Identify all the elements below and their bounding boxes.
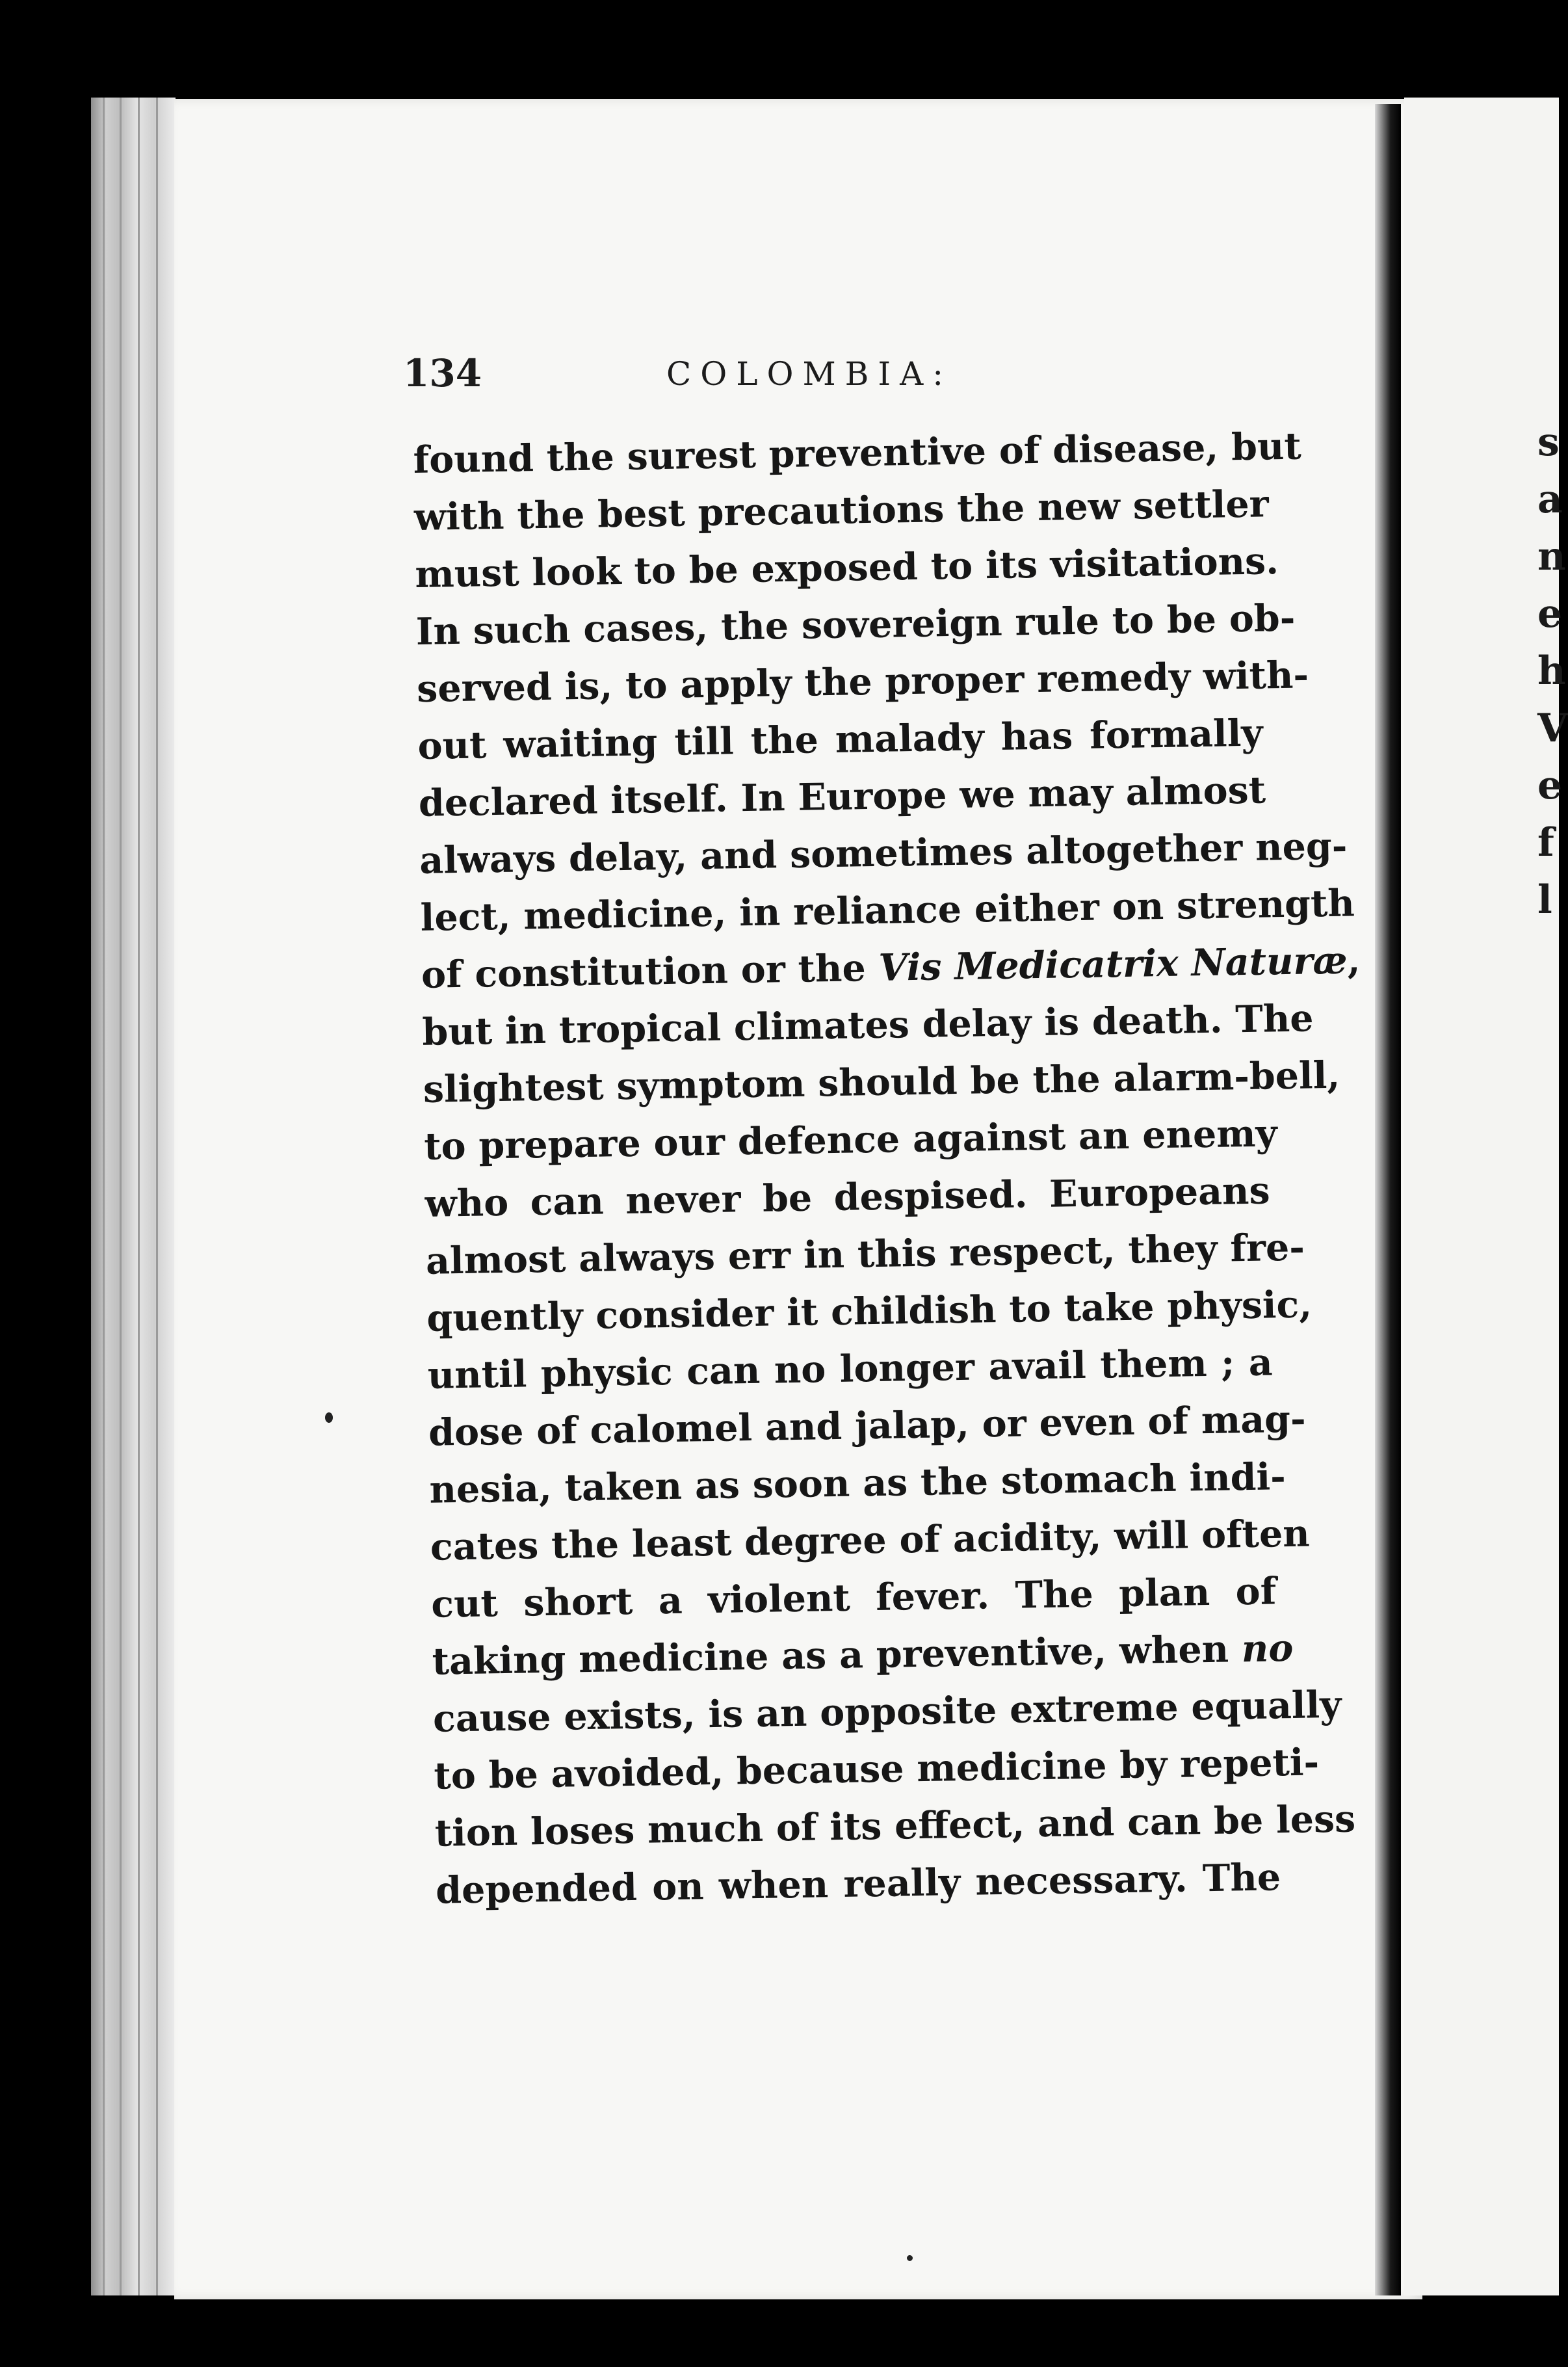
text-line: but in tropical climates delay is death. The: [421, 996, 1314, 1054]
print-speck: [907, 2255, 913, 2261]
running-head: COLOMBIA:: [666, 355, 953, 393]
print-speck: [325, 1412, 333, 1423]
text-line: found the surest preventive of disease, but: [413, 424, 1302, 482]
text-line: with the best precautions the new settler: [413, 482, 1270, 539]
text-line: cause exists, is an opposite extreme equally: [432, 1682, 1342, 1741]
page-edge-line: [120, 98, 122, 2295]
text-line: quently consider it childish to take physic,: [426, 1282, 1313, 1340]
next-page-fragment: s: [1537, 419, 1560, 465]
page-header: [403, 351, 1248, 410]
text-line: tion loses much of its effect, and can be less: [434, 1797, 1356, 1855]
italic-word: no: [1241, 1626, 1294, 1671]
text-line: who can never be despised. Europeans: [425, 1169, 1271, 1226]
text-line: always delay, and sometimes altogether neg-: [419, 824, 1348, 882]
text-line: In such cases, the sovereign rule to be ob-: [415, 596, 1296, 654]
page-number: 134: [403, 351, 482, 395]
next-page-fragment: e: [1537, 763, 1563, 808]
page-edge-line: [138, 98, 140, 2295]
page-edge-line: [103, 98, 105, 2295]
right-page: [1404, 98, 1568, 2295]
text-line: cut short a violent fever. The plan of: [430, 1569, 1277, 1626]
text-line: slightest symptom should be the alarm-bell,: [423, 1053, 1340, 1111]
text-line: to prepare our defence against an enemy: [423, 1111, 1278, 1169]
text-line: cates the least degree of acidity, will often: [430, 1511, 1311, 1569]
text-line: must look to be exposed to its visitations.: [414, 539, 1279, 596]
text-line: of constitution or the Vis Medicatrix Naturæ: [421, 938, 1348, 997]
book-gutter: [1375, 104, 1401, 2295]
text-line: lect, medicine, in reliance either on strength: [420, 881, 1355, 940]
next-page-fragment: l: [1537, 877, 1552, 923]
next-page-fragment: V: [1537, 706, 1568, 751]
next-page-fragment: f: [1537, 820, 1554, 866]
text-line: until physic can no longer avail them ; a: [427, 1340, 1274, 1397]
text-line: almost always err in this respect, they fre-: [425, 1225, 1305, 1283]
next-page-fragment: e: [1537, 591, 1563, 637]
next-page-fragment: h: [1537, 648, 1566, 694]
next-page-fragment: a: [1537, 477, 1563, 522]
body-text: [413, 419, 1356, 1920]
italic-phrase: Vis Medicatrix Naturæ: [878, 938, 1348, 990]
text-line: to be avoided, because medicine by repeti-: [433, 1740, 1320, 1798]
text-line: out waiting till the malady has formally: [417, 711, 1263, 768]
next-page-fragment: n: [1537, 534, 1566, 579]
text-line: declared itself. In Europe we may almost: [418, 768, 1266, 825]
text-line: taking medicine as a preventive, when no: [432, 1626, 1294, 1684]
page-edge-line: [156, 98, 158, 2295]
text-line: depended on when really necessary. The: [435, 1855, 1281, 1912]
text-line: dose of calomel and jalap, or even of mag-: [428, 1397, 1307, 1455]
page-edges: [91, 98, 176, 2295]
text-line: served is, to apply the proper remedy with-: [416, 653, 1309, 711]
text-line: nesia, taken as soon as the stomach indi-: [429, 1455, 1287, 1512]
